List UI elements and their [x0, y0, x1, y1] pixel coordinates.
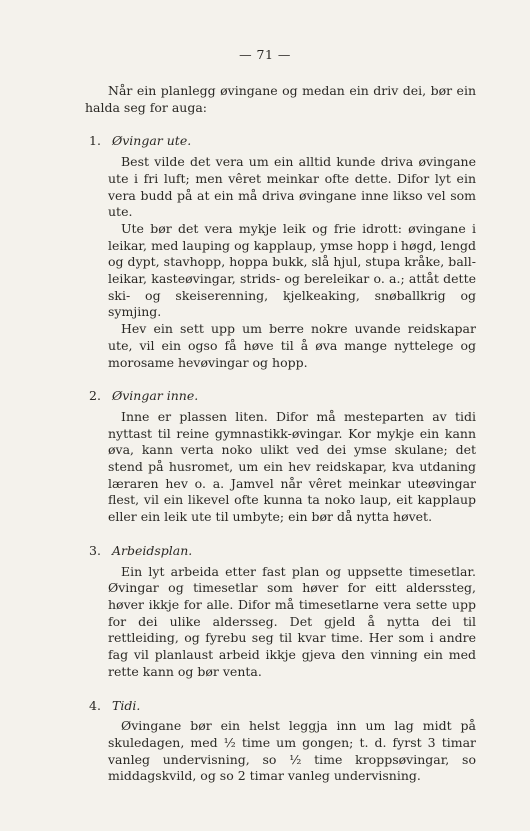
section-paragraph: Hev ein sett upp um berre nokre uvande reidskapar ute, vil ein ogso få høve til å øva mange nyttelege og morosame hevøvingar og hopp.	[108, 321, 476, 370]
section-heading	[85, 543, 476, 560]
section-number: 4.	[89, 697, 101, 713]
section-paragraph: Ein lyt arbeida etter fast plan og uppsette timesetlar. Øvingar og timesetlar som høver for eitt alderssteg, høver ikkje for alle. Difor må timesetlarne vera sette upp for dei ulike aldersseg. Det gjeld å nytta dei til rettleiding, og fyrebu seg til kvar time. Her som i andre fag vil planlaust arbeid ikkje gjeva den vinning ein med rette kann og bør venta.	[108, 563, 476, 679]
page-number: — 71 —	[239, 47, 291, 62]
section-number: 2.	[89, 388, 101, 404]
section-tidi	[85, 698, 476, 786]
section-title: Tidi.	[111, 697, 141, 713]
section-title: Øvingar ute.	[111, 133, 192, 149]
section-heading	[85, 388, 476, 405]
section-title: Øvingar inne.	[111, 388, 199, 404]
section-ovingar-inne	[85, 388, 476, 526]
section-paragraph: Inne er plassen liten. Difor må mesteparten av tidi nyttast til reine gymnastikk-øvingar. Kor mykje ein kann øva, kann verta noko ulikt ved dei ymse skulane; det stend på husromet, um ein hev reidskapar, kva utdaning læraren hev o. a. Jamvel når vêret meinkar uteøvingar flest, vil ein likevel ofte kunna ta noko laup, eit kapplaup eller ein leik ute til umbyte; ein bør då nytta høvet.	[108, 408, 476, 525]
section-ovingar-ute	[85, 133, 476, 371]
section-heading	[85, 133, 476, 150]
section-title: Arbeidsplan.	[111, 542, 193, 558]
section-number: 1.	[89, 133, 101, 149]
section-number: 3.	[89, 542, 101, 558]
page-body	[85, 83, 476, 785]
intro-paragraph: Når ein planlegg øvingane og medan ein driv dei, bør ein halda seg for auga:	[85, 83, 476, 115]
section-paragraph: Ute bør det vera mykje leik og frie idrott: øvingane i leikar, med lauping og kapplaup, ymse hopp i høgd, lengd og dypt, stavhopp, hoppa bukk, slå hjul, stupa kråke, ball-leikar, kasteøvingar, strids- og bereleikar o. a.; attåt dette ski- og skeiserenning, kjelkeaking, snøballkrig og symjing.	[108, 220, 476, 320]
section-paragraph: Øvingane bør ein helst leggja inn um lag midt på skuledagen, med ½ time um gongen; t. d. fyrst 3 timar vanleg undervisning, so ½ time kroppsøvingar, so middagskvild, og so 2 timar vanleg undervisning.	[108, 718, 476, 784]
section-heading	[85, 698, 476, 715]
section-arbeidsplan	[85, 543, 476, 681]
section-paragraph: Best vilde det vera um ein alltid kunde driva øvingane ute i fri luft; men vêret meinkar ofte dette. Difor lyt ein vera budd på at ein må driva øvingane inne likso vel som ute.	[108, 154, 476, 220]
